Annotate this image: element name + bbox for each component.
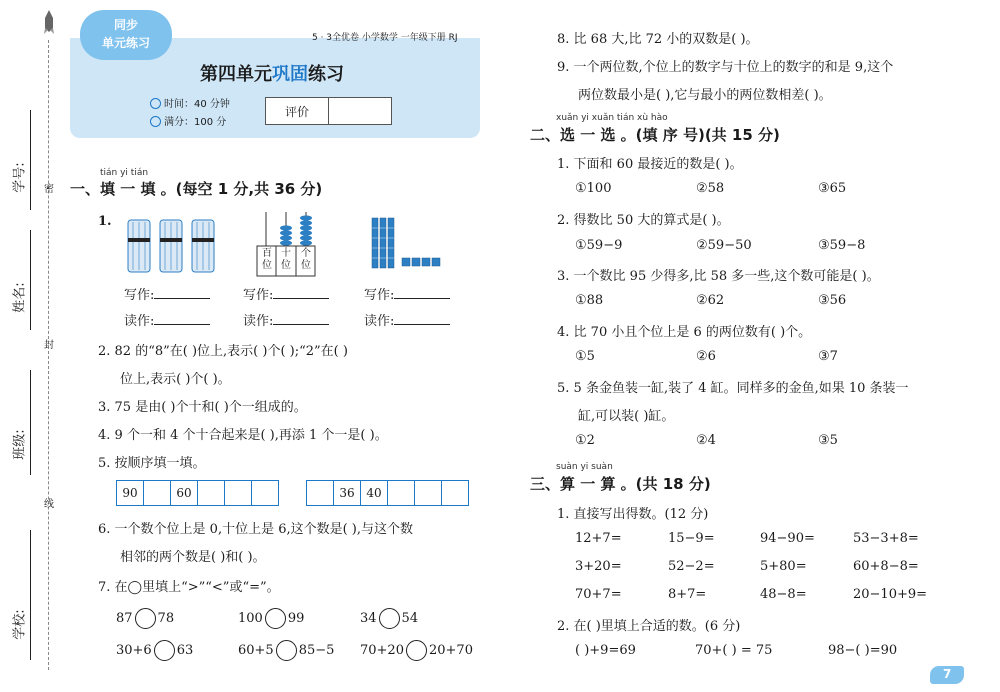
calc-item[interactable]: 53−3+8= xyxy=(853,531,919,546)
check-icon xyxy=(150,116,161,127)
q3-text: 3. 75 是由( )个十和( )个一组成的。 xyxy=(98,400,307,415)
s2-q2-option-3[interactable]: ③59−8 xyxy=(818,238,866,253)
q6-text-cont: 相邻的两个数是( )和( )。 xyxy=(120,550,266,565)
page-number: 7 xyxy=(943,667,952,681)
compare-left: 70+20 xyxy=(360,643,404,658)
compare-right: 85−5 xyxy=(298,643,335,658)
series-text: 5 · 3全优卷 小学数学 一年级下册 RJ xyxy=(312,33,458,43)
s2-q5-option-1[interactable]: ①2 xyxy=(575,433,595,448)
section3-title: 三、算 一 算 。(共 18 分) xyxy=(530,475,711,493)
s2-q5-text-cont: 缸,可以装( )缸。 xyxy=(578,409,675,424)
compare-item xyxy=(238,608,304,629)
page-title xyxy=(200,60,344,86)
s2-q1-option-1[interactable]: ①100 xyxy=(575,181,612,196)
s2-q1-option-3[interactable]: ③65 xyxy=(818,181,847,196)
eval-label: 评价 xyxy=(266,98,329,124)
clock-icon xyxy=(150,98,161,109)
read-blank-2[interactable] xyxy=(273,312,329,325)
seq-cell[interactable] xyxy=(252,481,278,505)
rocket-icon xyxy=(44,10,54,40)
series-badge xyxy=(80,10,172,60)
name-line[interactable] xyxy=(30,230,31,330)
s2-q4-option-2[interactable]: ②6 xyxy=(696,349,716,364)
s2-q2-option-1[interactable]: ①59−9 xyxy=(575,238,623,253)
compare-circle[interactable] xyxy=(406,640,427,661)
compare-item xyxy=(360,640,473,661)
calc-item[interactable]: 3+20= xyxy=(575,559,622,574)
read-label: 读作: xyxy=(243,314,274,329)
time-text: 时间：40 分钟 xyxy=(164,99,230,110)
badge-line-1: 同步 xyxy=(113,18,138,32)
s3-q2-text: 2. 在( )里填上合适的数。(6 分) xyxy=(557,619,741,634)
section2-title: 二、选 一 选 。(填 序 号)(共 15 分) xyxy=(530,126,780,144)
calc-item[interactable]: 52−2= xyxy=(668,559,715,574)
abacus-label-ones: 个位 xyxy=(301,248,311,271)
compare-left: 30+6 xyxy=(116,643,152,658)
seq-cell: 60 xyxy=(171,481,198,505)
write-label: 写作: xyxy=(364,288,395,303)
compare-circle[interactable] xyxy=(379,608,400,629)
q2-text: 2. 82 的“8”在( )位上,表示( )个( );“2”在( ) xyxy=(98,344,348,359)
eval-blank[interactable] xyxy=(329,98,391,124)
compare-item xyxy=(360,608,418,629)
seq-cell[interactable] xyxy=(307,481,334,505)
s2-q4-option-3[interactable]: ③7 xyxy=(818,349,838,364)
seq-cell: 36 xyxy=(334,481,361,505)
title-prefix: 第四单元 xyxy=(200,64,272,85)
section1-pinyin: tián yi tián xyxy=(100,168,149,178)
compare-right: 54 xyxy=(401,611,419,626)
s2-q3-option-1[interactable]: ①88 xyxy=(575,293,604,308)
read-label: 读作: xyxy=(124,314,155,329)
tens-blocks-image xyxy=(370,216,450,276)
compare-right: 78 xyxy=(157,611,175,626)
q8-text: 8. 比 68 大,比 72 小的双数是( )。 xyxy=(557,32,759,47)
q1a-write xyxy=(124,284,210,303)
compare-item xyxy=(116,608,174,629)
s2-q5-option-2[interactable]: ②4 xyxy=(696,433,716,448)
title-suffix: 练习 xyxy=(308,64,344,85)
calc-item[interactable]: 5+80= xyxy=(760,559,807,574)
name-label: 姓名: xyxy=(12,282,28,313)
seq-cell[interactable] xyxy=(198,481,225,505)
read-blank-1[interactable] xyxy=(154,312,210,325)
student-no-line[interactable] xyxy=(30,110,31,210)
class-line[interactable] xyxy=(30,370,31,475)
calc-item[interactable]: 12+7= xyxy=(575,531,622,546)
section2-pinyin: xuǎn yi xuǎn tián xù hào xyxy=(556,113,668,123)
s2-q1-text: 1. 下面和 60 最接近的数是( )。 xyxy=(557,157,743,172)
q4-text: 4. 9 个一和 4 个十合起来是( ),再添 1 个一是( )。 xyxy=(98,428,388,443)
q5-text: 5. 按顺序填一填。 xyxy=(98,456,206,471)
seq-cell[interactable] xyxy=(225,481,252,505)
compare-left: 60+5 xyxy=(238,643,274,658)
fill-item[interactable]: 70+( ) = 75 xyxy=(695,643,773,658)
q9-text: 9. 一个两位数,个位上的数字与十位上的数字的和是 9,这个 xyxy=(557,60,894,75)
write-blank-3[interactable] xyxy=(394,286,450,299)
calc-item[interactable]: 48−8= xyxy=(760,587,807,602)
section3-pinyin: suàn yi suàn xyxy=(556,462,613,472)
s2-q5-text: 5. 5 条金鱼装一缸,装了 4 缸。同样多的金鱼,如果 10 条装一 xyxy=(557,381,909,396)
calc-item[interactable]: 8+7= xyxy=(668,587,707,602)
compare-circle[interactable] xyxy=(265,608,286,629)
stick-bundles-image xyxy=(124,212,224,278)
calc-item[interactable]: 70+7= xyxy=(575,587,622,602)
school-line[interactable] xyxy=(30,530,31,660)
compare-left: 87 xyxy=(116,611,133,626)
seq-cell: 90 xyxy=(117,481,144,505)
q9-text-cont: 两位数最小是( ),它与最小的两位数相差( )。 xyxy=(578,88,832,103)
s2-q3-option-3[interactable]: ③56 xyxy=(818,293,847,308)
compare-circle[interactable] xyxy=(276,640,297,661)
s2-q4-option-1[interactable]: ①5 xyxy=(575,349,595,364)
seq-cell: 40 xyxy=(361,481,388,505)
q6-text: 6. 一个数个位上是 0,十位上是 6,这个数是( ),与这个数 xyxy=(98,522,414,537)
seal-mark-3: 线 xyxy=(44,499,54,510)
calc-item[interactable]: 15−9= xyxy=(668,531,715,546)
calc-item[interactable]: 20−10+9= xyxy=(853,587,928,602)
write-blank-2[interactable] xyxy=(273,286,329,299)
write-label: 写作: xyxy=(243,288,274,303)
write-label: 写作: xyxy=(124,288,155,303)
s2-q1-option-2[interactable]: ②58 xyxy=(696,181,725,196)
s2-q5-option-3[interactable]: ③5 xyxy=(818,433,838,448)
s2-q4-text: 4. 比 70 小且个位上是 6 的两位数有( )个。 xyxy=(557,325,812,340)
q7-text: 7. 在◯里填上“>”“<”或“=”。 xyxy=(98,580,280,595)
s2-q3-text: 3. 一个数比 95 少得多,比 58 多一些,这个数可能是( )。 xyxy=(557,269,880,284)
binding-dashed-line xyxy=(48,40,49,670)
seq-cell[interactable] xyxy=(388,481,415,505)
calc-item[interactable]: 60+8−8= xyxy=(853,559,919,574)
seal-mark-2: 封 xyxy=(44,340,54,351)
class-label: 班级: xyxy=(12,429,28,460)
q1c-read xyxy=(364,310,450,329)
school-label: 学校: xyxy=(12,609,28,640)
q1b-read xyxy=(243,310,329,329)
compare-circle[interactable] xyxy=(154,640,175,661)
compare-left: 34 xyxy=(360,611,377,626)
eval-box xyxy=(265,97,392,125)
section1-title: 一、填 一 填 。(每空 1 分,共 36 分) xyxy=(70,180,323,198)
title-highlight: 巩固 xyxy=(272,64,308,85)
write-blank-1[interactable] xyxy=(154,286,210,299)
fill-item[interactable]: 98−( )=90 xyxy=(828,643,898,658)
s2-q3-option-2[interactable]: ②62 xyxy=(696,293,725,308)
compare-right: 20+70 xyxy=(428,643,473,658)
score-text: 满分：100 分 xyxy=(164,117,227,128)
s2-q2-text: 2. 得数比 50 大的算式是( )。 xyxy=(557,213,730,228)
compare-circle[interactable] xyxy=(135,608,156,629)
compare-right: 99 xyxy=(287,611,305,626)
abacus-label-tens: 十位 xyxy=(281,248,291,271)
seq-cell[interactable] xyxy=(144,481,171,505)
s3-q1-text: 1. 直接写出得数。(12 分) xyxy=(557,507,709,522)
sequence-box-2 xyxy=(306,480,469,506)
abacus-label-hundreds: 百位 xyxy=(262,248,272,271)
q2-text-cont: 位上,表示( )个( )。 xyxy=(120,372,231,387)
q1a-read xyxy=(124,310,210,329)
s2-q2-option-2[interactable]: ②59−50 xyxy=(696,238,752,253)
read-label: 读作: xyxy=(364,314,395,329)
calc-item[interactable]: 94−90= xyxy=(760,531,815,546)
compare-item xyxy=(116,640,193,661)
student-no-label: 学号: xyxy=(12,162,28,193)
fill-item[interactable]: ( )+9=69 xyxy=(575,643,636,658)
compare-right: 63 xyxy=(176,643,194,658)
q1-number: 1. xyxy=(98,214,112,229)
compare-item xyxy=(238,640,334,661)
compare-left: 100 xyxy=(238,611,263,626)
read-blank-3[interactable] xyxy=(394,312,450,325)
sequence-box-1 xyxy=(116,480,279,506)
seal-mark-1: 密 xyxy=(44,184,54,195)
seq-cell[interactable] xyxy=(415,481,442,505)
q1c-write xyxy=(364,284,450,303)
seq-cell[interactable] xyxy=(442,481,468,505)
badge-line-2: 单元练习 xyxy=(101,36,150,50)
q1b-write xyxy=(243,284,329,303)
